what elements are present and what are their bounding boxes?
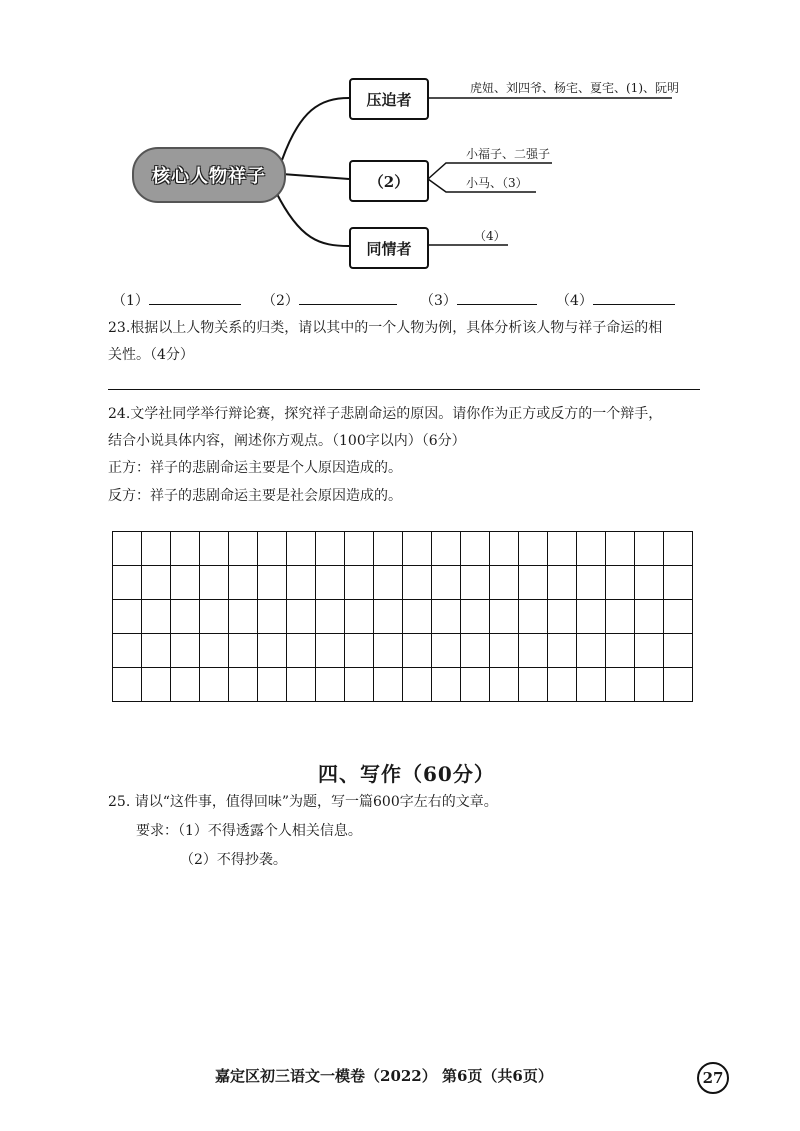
q24-line1: 24.文学社同学举行辩论赛，探究祥子悲剧命运的原因。请你作为正方或反方的一个辩手， [108,406,663,422]
grid-cell[interactable] [403,634,432,668]
grid-cell[interactable] [258,532,287,566]
grid-cell[interactable] [664,668,693,702]
answer-blank-1[interactable] [112,290,241,311]
oppressor-label: 压迫者 [366,90,412,109]
core-character-label: 核心人物祥子 [152,166,266,187]
q23-answer-line[interactable] [108,389,700,390]
page-badge [697,1062,729,1094]
grid-cell[interactable] [229,634,258,668]
grid-cell[interactable] [490,600,519,634]
grid-cell[interactable] [374,668,403,702]
grid-cell[interactable] [113,566,142,600]
grid-cell[interactable] [374,566,403,600]
grid-cell[interactable] [548,634,577,668]
answer-blank-2-label: （2） [262,293,299,309]
grid-cell[interactable] [142,566,171,600]
grid-cell[interactable] [635,566,664,600]
grid-cell[interactable] [374,634,403,668]
grid-cell[interactable] [432,600,461,634]
grid-cell[interactable] [345,668,374,702]
grid-cell[interactable] [606,532,635,566]
grid-cell[interactable] [548,532,577,566]
grid-cell[interactable] [229,668,258,702]
grid-cell[interactable] [142,634,171,668]
grid-cell[interactable] [287,668,316,702]
grid-cell[interactable] [200,600,229,634]
q24-line2: 结合小说具体内容，阐述你方观点。（100字以内）（6分） [108,433,466,449]
footer-text: 嘉定区初三语文一模卷（2022） 第6页（共6页） [215,1067,553,1085]
grid-cell[interactable] [142,668,171,702]
grid-cell[interactable] [461,634,490,668]
grid-cell[interactable] [113,634,142,668]
grid-cell[interactable] [345,566,374,600]
grid-cell[interactable] [229,600,258,634]
oppressor-node [349,78,429,120]
writing-grid[interactable] [112,531,693,702]
middle-leaf-top: 小福子、二强子 [466,147,551,161]
grid-cell[interactable] [432,532,461,566]
q25-prompt: 25. 请以“这件事，值得回味”为题，写一篇600字左右的文章。 [108,794,498,810]
grid-cell[interactable] [606,634,635,668]
q24-con: 反方：祥子的悲剧命运主要是社会原因造成的。 [108,488,402,504]
grid-cell[interactable] [258,566,287,600]
answer-blank-3-label: （3） [420,293,457,309]
grid-cell[interactable] [490,566,519,600]
grid-cell[interactable] [577,566,606,600]
grid-cell[interactable] [316,668,345,702]
grid-cell[interactable] [287,600,316,634]
grid-cell[interactable] [171,566,200,600]
answer-blank-2[interactable] [262,290,397,311]
grid-cell[interactable] [374,600,403,634]
grid-cell[interactable] [316,566,345,600]
grid-cell[interactable] [432,634,461,668]
grid-cell[interactable] [461,566,490,600]
grid-cell[interactable] [606,566,635,600]
q25-requirement-1: 要求：（1）不得透露个人相关信息。 [136,823,362,839]
q25-requirement-2: （2）不得抄袭。 [180,852,287,868]
grid-cell[interactable] [577,668,606,702]
grid-cell[interactable] [316,634,345,668]
sympathizer-node [349,227,429,269]
grid-cell[interactable] [577,600,606,634]
section-title: 四、写作（60分） [318,762,495,786]
grid-cell[interactable] [200,566,229,600]
grid-cell[interactable] [142,532,171,566]
grid-cell[interactable] [635,600,664,634]
grid-cell[interactable] [519,634,548,668]
grid-cell[interactable] [519,532,548,566]
grid-cell[interactable] [519,566,548,600]
grid-cell[interactable] [606,600,635,634]
grid-cell[interactable] [345,634,374,668]
q23-line1: 23.根据以上人物关系的归类，请以其中的一个人物为例，具体分析该人物与祥子命运的相 [108,320,663,336]
sympathizer-leaf: （4） [474,229,506,243]
grid-cell[interactable] [229,532,258,566]
grid-cell[interactable] [200,634,229,668]
middle-leaf-bottom: 小马、（3） [466,176,528,190]
grid-cell[interactable] [519,600,548,634]
answer-blank-4[interactable] [556,290,675,311]
grid-cell[interactable] [258,634,287,668]
grid-cell[interactable] [635,668,664,702]
middle-node [349,160,429,202]
q23-line2: 关性。（4分） [108,347,194,363]
grid-cell[interactable] [403,532,432,566]
grid-cell[interactable] [171,600,200,634]
grid-cell[interactable] [548,668,577,702]
oppressor-leaf: 虎妞、刘四爷、杨宅、夏宅、(1)、阮明 [470,81,679,95]
grid-cell[interactable] [635,532,664,566]
grid-cell[interactable] [345,600,374,634]
page-badge-number: 27 [702,1069,724,1087]
grid-cell[interactable] [113,532,142,566]
grid-cell[interactable] [403,668,432,702]
grid-cell[interactable] [142,600,171,634]
answer-blank-3[interactable] [420,290,537,311]
grid-cell[interactable] [664,634,693,668]
grid-cell[interactable] [461,600,490,634]
grid-cell[interactable] [664,532,693,566]
grid-cell[interactable] [606,668,635,702]
grid-cell[interactable] [171,668,200,702]
grid-cell[interactable] [548,566,577,600]
grid-cell[interactable] [664,600,693,634]
middle-label: （2） [368,172,410,191]
grid-cell[interactable] [316,600,345,634]
grid-cell[interactable] [287,566,316,600]
grid-cell[interactable] [548,600,577,634]
grid-cell[interactable] [519,668,548,702]
grid-cell[interactable] [258,600,287,634]
answer-blank-1-label: （1） [112,293,149,309]
sympathizer-label: 同情者 [366,239,412,258]
grid-cell[interactable] [490,532,519,566]
grid-cell[interactable] [287,634,316,668]
q24-pro: 正方：祥子的悲剧命运主要是个人原因造成的。 [108,460,402,476]
grid-cell[interactable] [200,668,229,702]
grid-cell[interactable] [316,532,345,566]
grid-cell[interactable] [577,532,606,566]
grid-cell[interactable] [374,532,403,566]
grid-cell[interactable] [461,668,490,702]
grid-cell[interactable] [258,668,287,702]
grid-cell[interactable] [432,566,461,600]
grid-cell[interactable] [287,532,316,566]
grid-cell[interactable] [171,634,200,668]
grid-cell[interactable] [113,668,142,702]
grid-cell[interactable] [403,566,432,600]
grid-cell[interactable] [635,634,664,668]
grid-cell[interactable] [490,668,519,702]
grid-cell[interactable] [490,634,519,668]
grid-cell[interactable] [432,668,461,702]
grid-cell[interactable] [200,532,229,566]
grid-cell[interactable] [403,600,432,634]
grid-cell[interactable] [229,566,258,600]
grid-cell[interactable] [171,532,200,566]
core-character-node [132,147,286,203]
grid-cell[interactable] [113,600,142,634]
grid-cell[interactable] [345,532,374,566]
answer-blank-4-label: （4） [556,293,593,309]
grid-cell[interactable] [461,532,490,566]
grid-cell[interactable] [577,634,606,668]
grid-cell[interactable] [664,566,693,600]
